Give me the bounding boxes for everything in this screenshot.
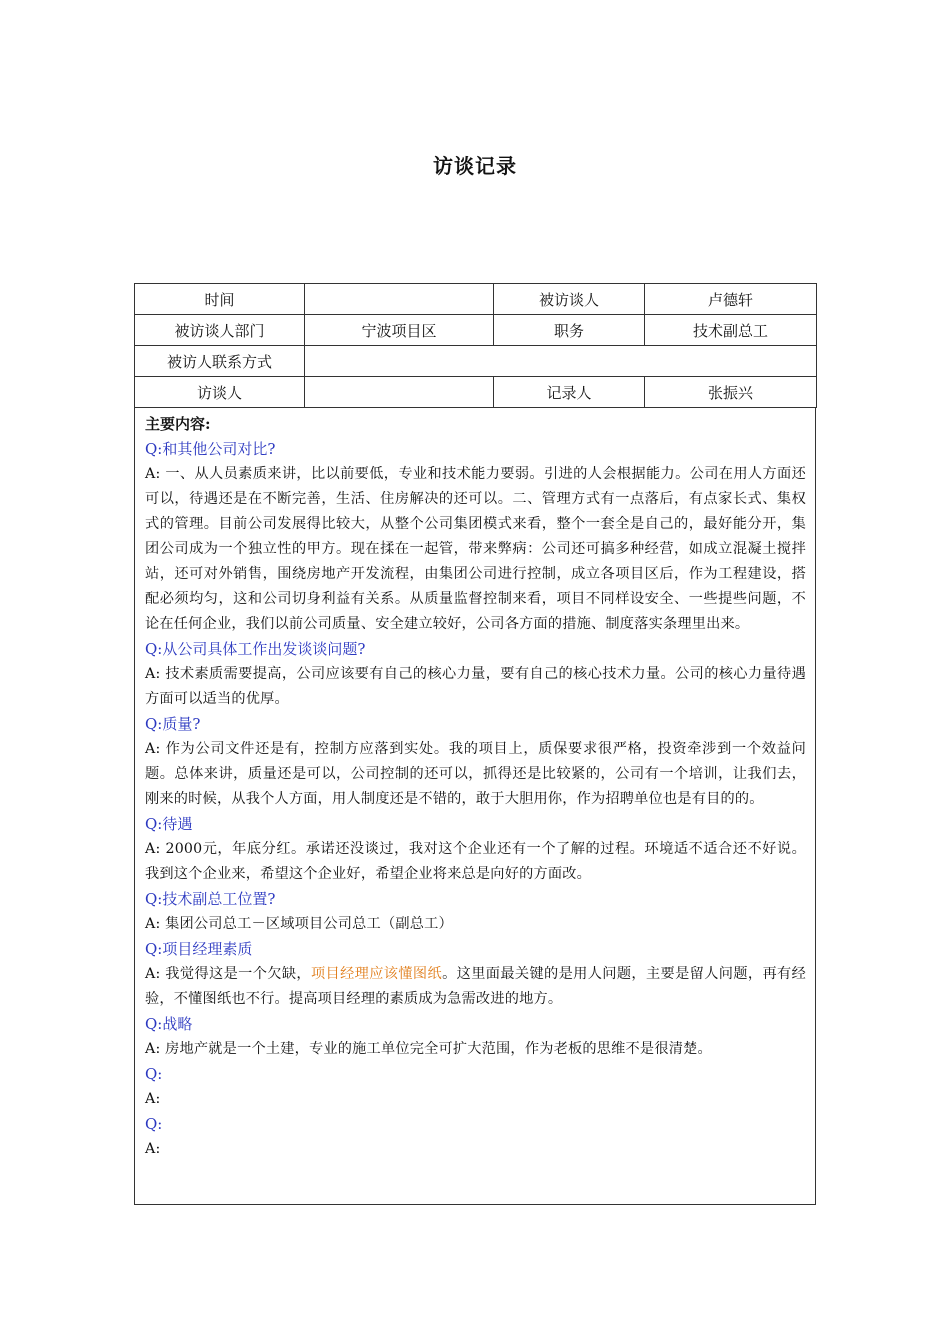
contact-label: 被访人联系方式 xyxy=(135,346,305,377)
question: Q:项目经理素质 xyxy=(145,940,253,958)
interviewer-label: 访谈人 xyxy=(135,377,305,408)
dept-value: 宁波项目区 xyxy=(305,315,494,346)
question: Q:战略 xyxy=(145,1015,193,1033)
row-interviewer xyxy=(135,377,817,408)
position-value: 技术副总工 xyxy=(645,315,817,346)
answer-text: 。这里面最关键的是用人问题，主要是留人问题，再有经验，不懂图纸也不行。提高项目经理的素质成为急需改进的地方。 xyxy=(145,966,806,1007)
question: Q: xyxy=(145,1115,163,1133)
highlighted-text: 项目经理应该懂图纸 xyxy=(310,966,443,982)
interviewee-value: 卢德轩 xyxy=(645,284,817,315)
answer: A: xyxy=(145,1141,161,1157)
main-content-label: 主要内容: xyxy=(145,415,211,433)
answer: A: 集团公司总工－区域项目公司总工（副总工） xyxy=(145,916,453,932)
answer-text: A: 我觉得这是一个欠缺， xyxy=(145,966,311,982)
answer: A: 一、从人员素质来讲，比以前要低，专业和技术能力要弱。引进的人会根据能力。公司在用人方面还可以，待遇还是在不断完善，生活、住房解决的还可以。二、管理方式有一点落后，有点家长式、集权式的管理。目前公司发展得比较大，从整个公司集团模式来看，整个一套全是自己的，最好能分开，集团公司成为一个独立性的甲方。现在揉在一起管，带来弊病：公司还可搞多种经营，如成立混凝土搅拌站，还可对外销售，围绕房地产开发流程，由集团公司进行控制，成立各项目区后，作为工程建设，搭配必须均匀，这和公司切身利益有关系。从质量监督控制来看，项目不同样设安全、一些提些问题，不论在任何企业，我们以前公司质量、安全建立较好，公司各方面的措施、制度落实条理里出来。 xyxy=(145,466,806,632)
row-time xyxy=(135,284,817,315)
time-value xyxy=(305,284,494,315)
answer: A: 作为公司文件还是有，控制方应落到实处。我的项目上，质保要求很严格，投资牵涉到一个效益问题。总体来讲，质量还是可以，公司控制的还可以，抓得还是比较紧的，公司有一个培训，让我们去，刚来的时候，从我个人方面，用人制度还是不错的，敢于大胆用你，作为招聘单位也是有目的的。 xyxy=(145,741,806,807)
interviewee-label: 被访谈人 xyxy=(494,284,645,315)
dept-label: 被访谈人部门 xyxy=(135,315,305,346)
document-title: 访谈记录 xyxy=(433,154,517,178)
question: Q:待遇 xyxy=(145,815,193,833)
info-table xyxy=(134,283,817,408)
question: Q:质量? xyxy=(145,715,201,733)
answer: A: 技术素质需要提高，公司应该要有自己的核心力量，要有自己的核心技术力量。公司的核心力量待遇方面可以适当的优厚。 xyxy=(145,666,806,707)
answer: A: xyxy=(145,1091,161,1107)
contact-value xyxy=(305,346,817,377)
interviewer-value xyxy=(305,377,494,408)
question: Q:技术副总工位置? xyxy=(145,890,276,908)
question: Q: xyxy=(145,1065,163,1083)
answer xyxy=(145,962,806,1012)
row-contact xyxy=(135,346,817,377)
row-dept xyxy=(135,315,817,346)
answer: A: 房地产就是一个土建，专业的施工单位完全可扩大范围，作为老板的思维不是很清楚。 xyxy=(145,1041,712,1057)
question: Q:从公司具体工作出发谈谈问题? xyxy=(145,640,366,658)
answer: A: 2000元，年底分红。承诺还没谈过，我对这个企业还有一个了解的过程。环境适不适合还不好说。我到这个企业来，希望这个企业好，希望企业将来总是向好的方面改。 xyxy=(145,841,806,882)
main-content-box xyxy=(134,408,816,1205)
recorder-label: 记录人 xyxy=(494,377,645,408)
position-label: 职务 xyxy=(494,315,645,346)
question: Q:和其他公司对比? xyxy=(145,440,276,458)
recorder-value: 张振兴 xyxy=(645,377,817,408)
time-label: 时间 xyxy=(135,284,305,315)
